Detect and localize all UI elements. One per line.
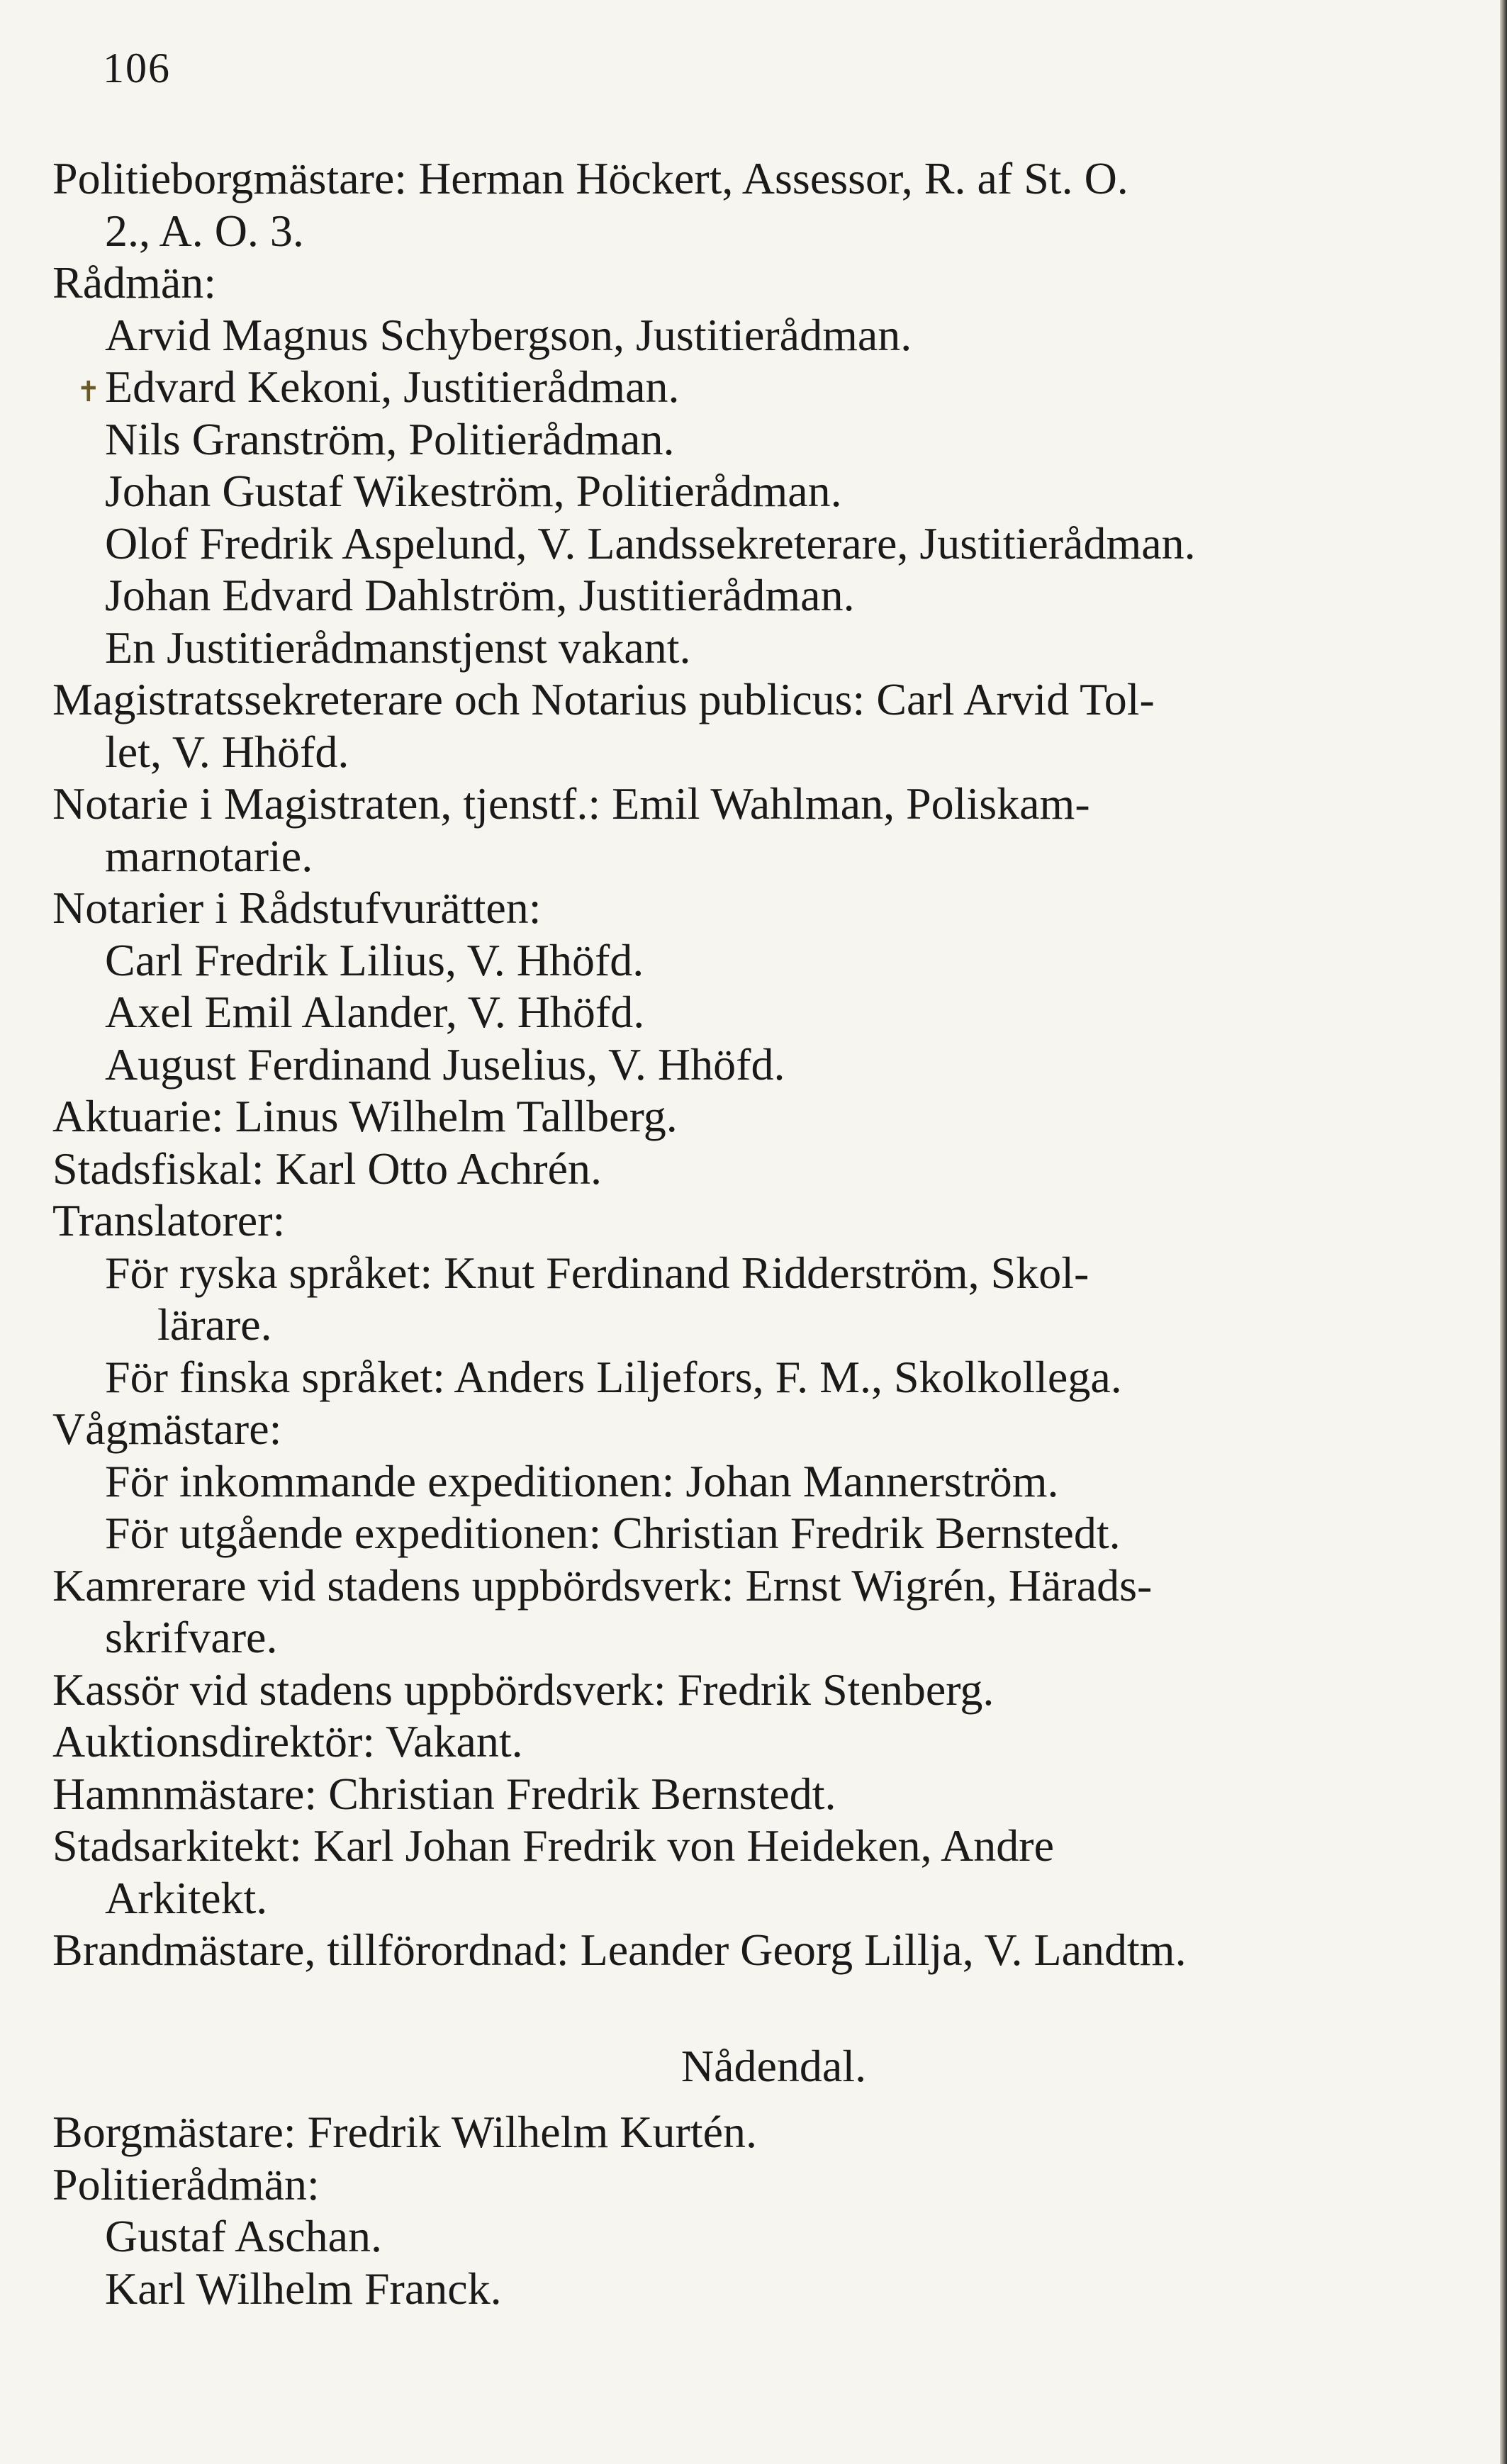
entry-notarie: Carl Fredrik Lilius, V. Hhöfd.	[105, 934, 644, 985]
entry-notarie-magistraten-line1: Notarie i Magistraten, tjenstf.: Emil Wahlman, Poliskam-	[52, 778, 1090, 829]
heading-nadendal-politieradman: Politierådmän:	[52, 2158, 320, 2210]
entry-radman: Johan Edvard Dahlström, Justitierådman.	[105, 570, 855, 620]
heading-radman: Rådmän:	[52, 257, 217, 308]
entry-polisborgmastare-line1: Politieborgmästare: Herman Höckert, Assessor, R. af St. O.	[52, 153, 1128, 203]
section-heading-nadendal: Nådendal.	[680, 2040, 867, 2091]
entry-radman: ✝ Edvard Kekoni, Justitierådman.	[52, 361, 1467, 413]
entry-translator-ryska-line1: För ryska språket: Knut Ferdinand Ridderström, Skol-	[105, 1247, 1089, 1298]
entry-hamnmastare: Hamnmästare: Christian Fredrik Bernstedt.	[52, 1768, 836, 1819]
document-body	[52, 152, 1467, 2314]
entry-kassor: Kassör vid stadens uppbördsverk: Fredrik Stenberg.	[52, 1664, 995, 1715]
entry-radman: Nils Granström, Politierådman.	[105, 413, 675, 464]
entry-auktionsdirektor: Auktionsdirektör: Vakant.	[52, 1716, 523, 1766]
entry-stadsarkitekt-line2: Arkitekt.	[105, 1872, 268, 1923]
entry-magistratssekreterare-line1: Magistratssekreterare och Notarius publicus: Carl Arvid Tol-	[52, 674, 1155, 724]
entry-radman: Johan Gustaf Wikeström, Politierådman.	[105, 466, 842, 516]
heading-vagmastare: Vågmästare:	[52, 1404, 282, 1454]
entry-nadendal-borgmastare: Borgmästare: Fredrik Wilhelm Kurtén.	[52, 2107, 757, 2157]
entry-translator-finska: För finska språket: Anders Liljefors, F. M., Skolkollega.	[105, 1351, 1122, 1402]
entry-radman: En Justitierådmanstjenst vakant.	[105, 622, 691, 673]
entry-brandmastare: Brandmästare, tillförordnad: Leander Georg Lillja, V. Landtm.	[52, 1925, 1187, 1975]
entry-notarie: Axel Emil Alander, V. Hhöfd.	[105, 987, 645, 1037]
heading-notarier: Notarier i Rådstufvurätten:	[52, 883, 542, 933]
heading-translatorer: Translatorer:	[52, 1195, 286, 1245]
entry-kamrerare-line1: Kamrerare vid stadens uppbördsverk: Ernst Wigrén, Härads-	[52, 1559, 1153, 1611]
page-edge-shadow	[1500, 0, 1507, 2464]
entry-radman: Arvid Magnus Schybergson, Justitierådman.	[105, 309, 912, 360]
entry-notarie: August Ferdinand Juselius, V. Hhöfd.	[105, 1038, 785, 1090]
entry-aktuarie: Aktuarie: Linus Wilhelm Tallberg.	[52, 1091, 678, 1141]
page-number: 106	[103, 45, 171, 91]
entry-nadendal-politieradman: Karl Wilhelm Franck.	[105, 2263, 502, 2314]
entry-stadsfiskal: Stadsfiskal: Karl Otto Achrén.	[52, 1143, 602, 1194]
entry-notarie-magistraten-line2: marnotarie.	[105, 830, 313, 881]
entry-nadendal-politieradman: Gustaf Aschan.	[105, 2211, 383, 2261]
entry-magistratssekreterare-line2: let, V. Hhöfd.	[105, 726, 349, 777]
handwritten-cross-mark-icon: ✝	[77, 375, 101, 408]
entry-kamrerare-line2: skrifvare.	[105, 1612, 278, 1662]
entry-translator-ryska-line2: lärare.	[157, 1299, 272, 1350]
entry-stadsarkitekt-line1: Stadsarkitekt: Karl Johan Fredrik von Heideken, Andre	[52, 1820, 1054, 1871]
entry-vagmastare: För utgående expeditionen: Christian Fredrik Bernstedt.	[105, 1508, 1121, 1558]
entry-polisborgmastare-line2: 2., A. O. 3.	[105, 205, 304, 256]
entry-radman: Olof Fredrik Aspelund, V. Landssekreterare, Justitierådman.	[105, 517, 1196, 569]
entry-vagmastare: För inkommande expeditionen: Johan Mannerström.	[105, 1455, 1059, 1506]
